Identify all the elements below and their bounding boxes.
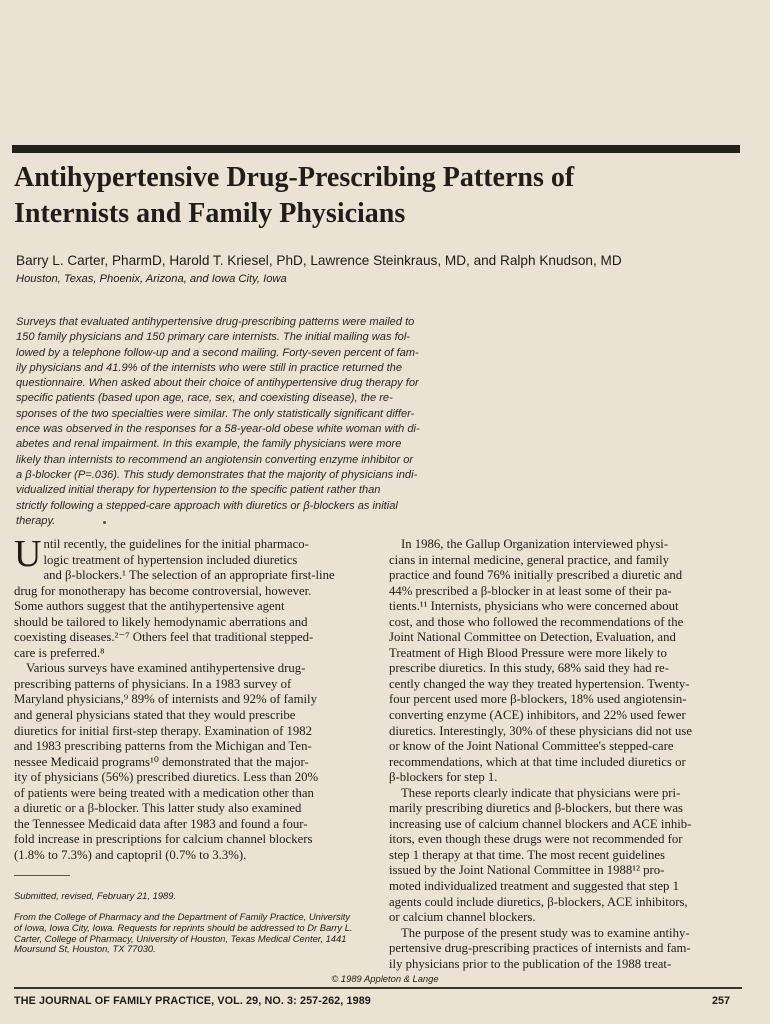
body-line: recommendations, which at that time included diuretics or [389,754,686,769]
body-line: ntil recently, the guidelines for the initial pharmaco- [43,537,309,551]
body-line: nessee Medicaid programs¹⁰ demonstrated that the major- [14,754,309,769]
abstract-line: ily physicians and 41.9% of the internists who were still in practice returned the [16,361,403,374]
body-line: These reports clearly indicate that physicians were pri- [401,785,681,800]
body-line: tients.¹¹ Internists, physicians who were concerned about [389,599,679,614]
abstract-line: a β-blocker (P=.036). This study demonstrates that the majority of physicians indi- [16,468,418,481]
body-line: Some authors suggest that the antihypertensive agent [14,599,285,614]
body-line: drug for monotherapy has become controversial, however. [14,583,312,598]
body-column-right [389,537,734,972]
body-line: (1.8% to 7.3%) and captopril (0.7% to 3.3%). [14,847,247,862]
body-line: of patients were being treated with a medication other than [14,785,314,800]
body-line: fold increase in prescriptions for calcium channel blockers [14,832,313,847]
abstract-line: likely than internists to recommend an angiotensin converting enzyme inhibitor or [16,453,414,466]
body-column-left [14,533,359,863]
abstract [16,315,484,529]
article-title [14,160,734,232]
body-line: issued by the Joint National Committee in 1988¹² pro- [389,863,665,878]
body-line: should be tailored to likely hemodynamic aberrations and [14,614,308,629]
body-line: diuretics for initial first-step therapy. Examination of 1982 [14,723,313,738]
body-line: prescribing patterns of physicians. In a 1983 survey of [14,676,292,691]
abstract-line: vidualized initial therapy for hypertension to the specific patient rather than [16,484,381,497]
body-line: prescribe diuretics. In this study, 68% said they had re- [389,661,669,676]
author-affiliation: Houston, Texas, Phoenix, Arizona, and Iowa City, Iowa [16,273,287,285]
body-line: pertensive drug-prescribing practices of internists and fam- [389,941,691,956]
body-line: Various surveys have examined antihypertensive drug- [26,661,306,676]
body-line: increasing use of calcium channel blockers and ACE inhib- [389,816,692,831]
body-line: and β-blockers.¹ The selection of an appropriate first-line [43,568,335,583]
abstract-line: ence was observed in the responses for a 58-year-old obese white woman with di- [16,423,420,436]
page-number: 257 [711,995,730,1007]
abstract-line: specific patients (based upon age, race, sex, and coexisting disease), the re- [16,392,393,405]
title-rule [12,145,740,153]
body-line: ity of physicians (56%) prescribed diuretics. Less than 20% [14,770,319,785]
body-line: and general physicians stated that they would prescribe [14,708,296,723]
body-line: 44% prescribed a β-blocker in at least some of their pa- [389,583,672,598]
title-line: Antihypertensive Drug-Prescribing Patterns of [14,162,575,193]
abstract-line: 150 family physicians and 150 primary care internists. The initial mailing was fol- [16,331,410,344]
affiliation-footnote [14,912,364,955]
body-line: Joint National Committee on Detection, Evaluation, and [389,630,676,645]
footnote-line: Moursund St, Houston, TX 77030. [14,943,156,955]
body-line: four percent used more β-blockers, 18% used angiotensin- [389,692,687,707]
body-line: Maryland physicians,⁹ 89% of internists and 92% of family [14,692,317,707]
print-speck [103,521,106,524]
abstract-line: lowed by a telephone follow-up and a second mailing. Forty-seven percent of fam- [16,346,419,359]
title-line: Internists and Family Physicians [14,198,406,229]
body-line: Treatment of High Blood Pressure were more likely to [389,645,667,660]
body-line: coexisting diseases.²⁻⁷ Others feel that traditional stepped- [14,630,314,645]
body-line: β-blockers for step 1. [389,770,498,785]
submitted-note: Submitted, revised, February 21, 1989. [14,890,177,901]
abstract-line: sponses of the two specialties were similar. The only statistically significant differ- [16,407,415,420]
footnote-line: of Iowa, Iowa City, Iowa. Requests for reprints should be addressed to Dr Barry L. [14,921,353,933]
body-line: care is preferred.⁸ [14,645,105,660]
body-line: marily prescribing diuretics and β-blockers, but there was [389,801,683,816]
body-line: In 1986, the Gallup Organization interviewed physi- [401,537,669,551]
abstract-line: Surveys that evaluated antihypertensive drug-prescribing patterns were mailed to [16,316,415,328]
body-line: converting enzyme (ACE) inhibitors, and 22% used fewer [389,708,686,723]
body-line: ily physicians prior to the publication of the 1988 treat- [389,956,672,971]
body-line: or calcium channel blockers. [389,910,536,925]
body-line: itors, even though these drugs were not recommended for [389,832,683,847]
body-line: or know of the Joint National Committee's stepped-care [389,739,674,754]
journal-citation: THE JOURNAL OF FAMILY PRACTICE, VOL. 29, NO. 3: 257-262, 1989 [14,995,371,1007]
body-line: agents could include diuretics, β-blockers, ACE inhibitors, [389,894,688,909]
author-list: Barry L. Carter, PharmD, Harold T. Kriesel, PhD, Lawrence Steinkraus, MD, and Ralph Knudson, MD [16,253,622,268]
body-line: The purpose of the present study was to examine antihy- [401,925,690,940]
footnote-rule [14,875,70,876]
body-line: practice and found 76% initially prescribed a diuretic and [389,568,683,583]
drop-cap: U [14,533,42,575]
footer-rule [14,987,742,989]
abstract-line: questionnaire. When asked about their choice of antihypertensive drug therapy for [16,377,419,390]
body-line: cians in internal medicine, general practice, and family [389,552,670,567]
body-line: moted individualized treatment and suggested that step 1 [389,879,679,894]
body-line: a diuretic or a β-blocker. This latter study also examined [14,801,302,816]
abstract-line: abetes and renal impairment. In this example, the family physicians were more [16,438,402,451]
body-line: cently changed the way they treated hypertension. Twenty- [389,676,690,691]
copyright-notice: © 1989 Appleton & Lange [331,973,439,984]
body-line: and 1983 prescribing patterns from the Michigan and Ten- [14,739,312,754]
body-line: step 1 therapy at that time. The most recent guidelines [389,847,665,862]
footnote-line: Carter, College of Pharmacy, University of Houston, Texas Medical Center, 1441 [14,932,347,944]
footnote-line: From the College of Pharmacy and the Department of Family Practice, University [14,911,351,922]
abstract-line: strictly following a stepped-care approach with diuretics or β-blockers as initial [16,499,398,512]
body-line: logic treatment of hypertension included diuretics [43,552,298,567]
body-line: cost, and those who followed the recommendations of the [389,614,684,629]
body-line: diuretics. Interestingly, 30% of these physicians did not use [389,723,692,738]
body-line: the Tennessee Medicaid data after 1983 and found a four- [14,816,308,831]
abstract-line: therapy. [16,514,56,527]
